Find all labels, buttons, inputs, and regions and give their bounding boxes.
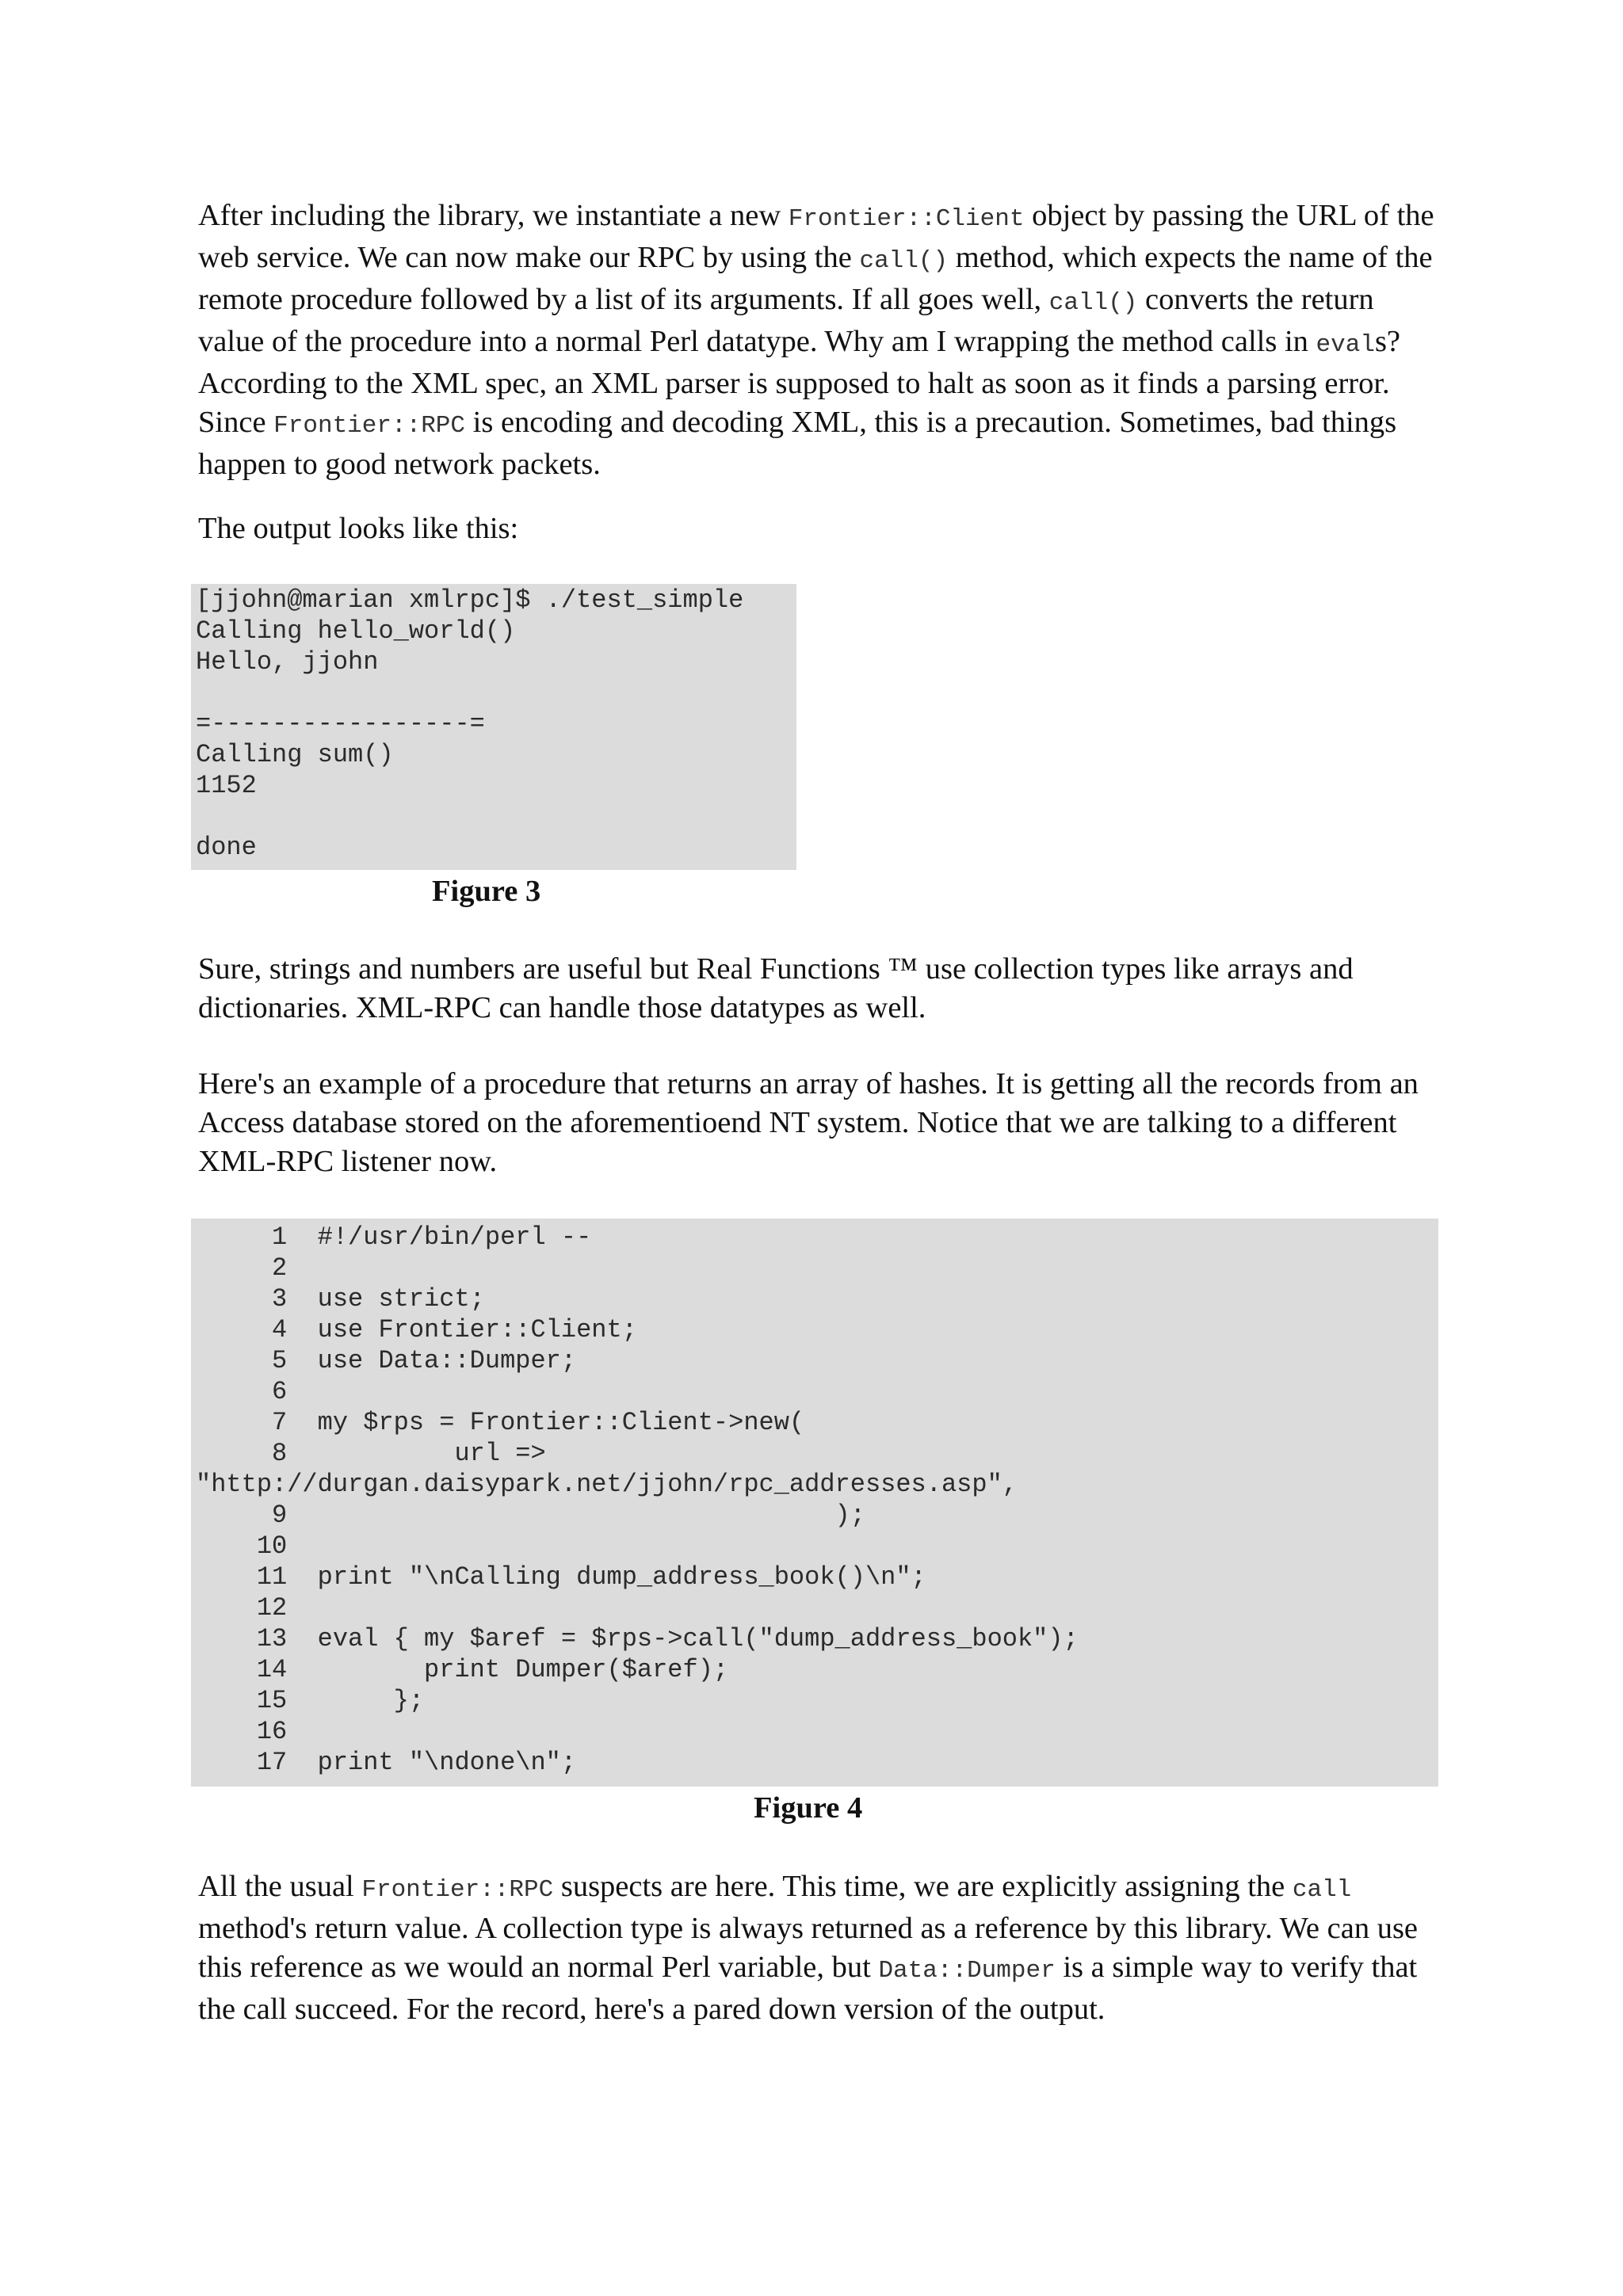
code-line: 16 bbox=[196, 1717, 288, 1746]
code-line: 1 #!/usr/bin/perl -- bbox=[196, 1222, 592, 1252]
code-line: 11 print "\nCalling dump_address_book()\n"; bbox=[196, 1562, 926, 1592]
code-line: Hello, jjohn bbox=[196, 647, 379, 677]
code-line: 14 print Dumper($aref); bbox=[196, 1655, 729, 1684]
paragraph-text: object by passing the URL of the web service. We can now make our RPC by using the bbox=[198, 199, 1434, 274]
paragraph-text: s? According to the XML spec, an XML parser is supposed to halt as soon as it finds a parsing error. Since bbox=[198, 325, 1401, 439]
code-line: 15 }; bbox=[196, 1686, 425, 1715]
code-line: 7 my $rps = Frontier::Client->new( bbox=[196, 1408, 805, 1437]
paragraph-text: converts the return value of the procedure into a normal Perl datatype. Why am I wrapping the method calls in bbox=[198, 283, 1374, 358]
paragraph-frontier-client-intro bbox=[198, 196, 1434, 484]
inline-code: eval bbox=[1316, 331, 1375, 359]
code-line: 10 bbox=[196, 1531, 288, 1561]
inline-code: Data::Dumper bbox=[878, 1957, 1056, 1985]
code-line: 1152 bbox=[196, 771, 257, 800]
code-line: [jjohn@marian xmlrpc]$ ./test_simple bbox=[196, 585, 744, 615]
paragraph-array-of-hashes-example: Here's an example of a procedure that returns an array of hashes. It is getting all the records from an Access database stored on the aforementioend NT system. Notice that we are talking to a different XML-RPC listener now. bbox=[198, 1067, 1419, 1178]
code-line bbox=[196, 677, 796, 708]
code-line bbox=[196, 801, 796, 832]
code-line: 2 bbox=[196, 1253, 288, 1283]
paragraph-text: After including the library, we instantiate a new bbox=[198, 199, 789, 232]
inline-code: Frontier::RPC bbox=[273, 412, 466, 440]
code-line: done bbox=[196, 833, 257, 862]
code-line: =-----------------= bbox=[196, 709, 485, 738]
code-line: 8 url => bbox=[196, 1439, 546, 1468]
figure-4-perl-source bbox=[191, 1219, 1438, 1787]
inline-code: Frontier::Client bbox=[788, 205, 1025, 233]
code-line: 3 use strict; bbox=[196, 1284, 485, 1314]
figure-3-terminal-output bbox=[191, 584, 796, 870]
paragraph-text: suspects are here. This time, we are explicitly assigning the bbox=[553, 1870, 1293, 1903]
paragraph-text: All the usual bbox=[198, 1870, 362, 1903]
inline-code: call bbox=[1292, 1876, 1352, 1904]
paragraph-text: method, which expects the name of the remote procedure followed by a list of its arguments. If all goes well, bbox=[198, 241, 1433, 316]
code-line: 9 ); bbox=[196, 1501, 865, 1530]
code-line: 4 use Frontier::Client; bbox=[196, 1315, 637, 1344]
paragraph-output-intro: The output looks like this: bbox=[198, 512, 519, 545]
figure-4-caption: Figure 4 bbox=[754, 1791, 863, 1825]
code-line: 17 print "\ndone\n"; bbox=[196, 1748, 577, 1777]
inline-code: call() bbox=[1048, 289, 1138, 317]
code-line: Calling hello_world() bbox=[196, 616, 516, 646]
code-line: 12 bbox=[196, 1593, 288, 1623]
code-line: "http://durgan.daisypark.net/jjohn/rpc_addresses.asp", bbox=[196, 1470, 1018, 1499]
code-line: Calling sum() bbox=[196, 740, 394, 769]
paragraph-text: is encoding and decoding XML, this is a precaution. Sometimes, bad things happen to good network packets. bbox=[198, 406, 1397, 481]
code-line: 13 eval { my $aref = $rps->call("dump_address_book"); bbox=[196, 1624, 1079, 1653]
inline-code: call() bbox=[859, 247, 949, 275]
figure-3-caption: Figure 3 bbox=[432, 875, 541, 908]
code-line: 6 bbox=[196, 1377, 288, 1406]
paragraph-text: is a simple way to verify that the call succeed. For the record, here's a pared down version of the output. bbox=[198, 1951, 1418, 2026]
inline-code: Frontier::RPC bbox=[361, 1876, 554, 1904]
code-line: 5 use Data::Dumper; bbox=[196, 1346, 577, 1375]
paragraph-frontier-rpc-suspects bbox=[198, 1867, 1434, 2029]
paragraph-collection-types: Sure, strings and numbers are useful but Real Functions ™ use collection types like arrays and dictionaries. XML-RPC can handle those datatypes as well. bbox=[198, 952, 1354, 1024]
paragraph-text: method's return value. A collection type is always returned as a reference by this library. We can use this reference as we would an normal Perl variable, but bbox=[198, 1912, 1419, 1984]
